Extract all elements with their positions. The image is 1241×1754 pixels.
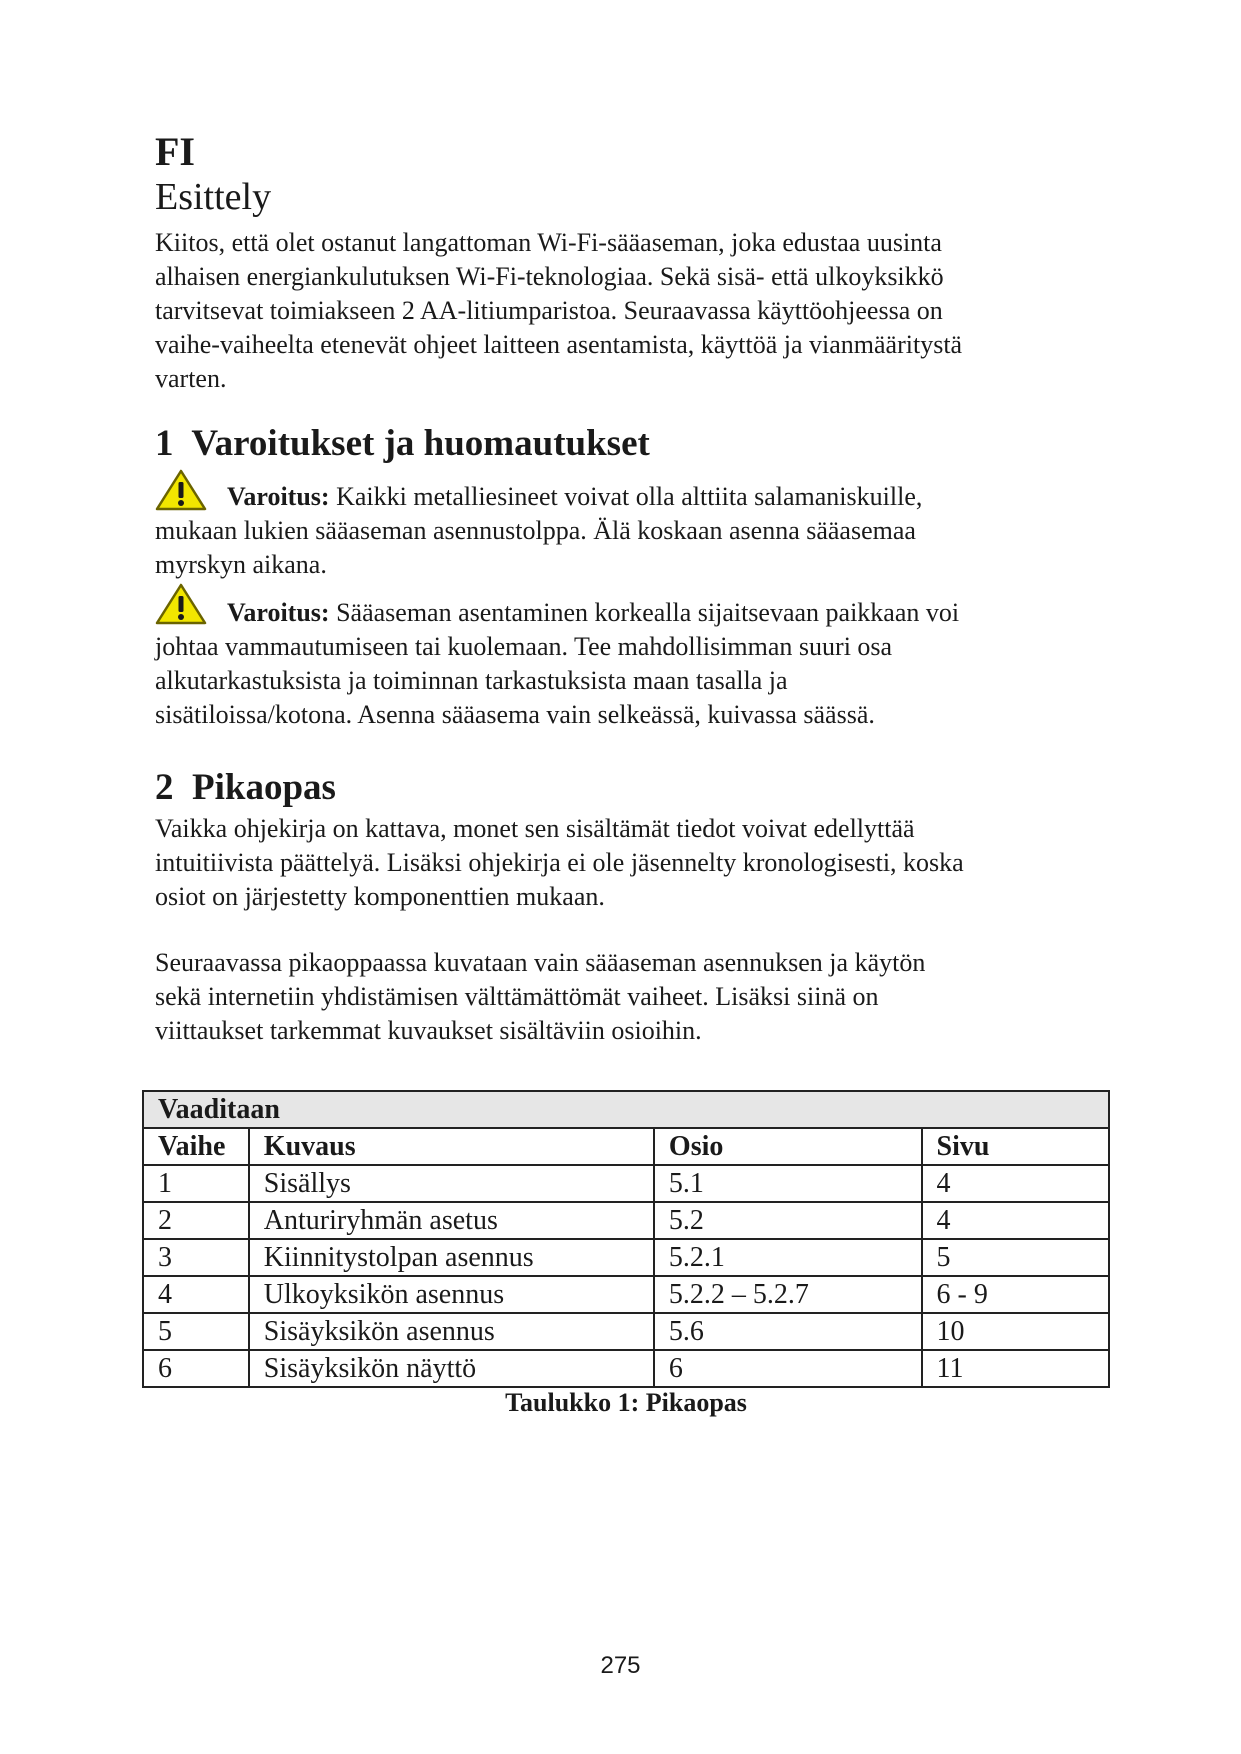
section2-line: sekä internetiin yhdistämisen välttämättömät vaiheet. Lisäksi siinä on xyxy=(155,982,879,1011)
warning-1-first-line xyxy=(155,480,1091,514)
table-cell: 6 - 9 xyxy=(922,1276,1109,1313)
warning-2-line: johtaa vammautumiseen tai kuolemaan. Tee mahdollisimman suuri osa xyxy=(155,632,893,661)
page-number: 275 xyxy=(600,1652,641,1679)
table-row xyxy=(143,1165,1109,1202)
section2-number: 2 xyxy=(155,767,174,808)
table-cell: 5.2.1 xyxy=(654,1239,922,1276)
column-header: Sivu xyxy=(922,1128,1109,1165)
table-row xyxy=(143,1313,1109,1350)
table-cell: Anturiryhmän asetus xyxy=(249,1202,654,1239)
table-cell: Sisällys xyxy=(249,1165,654,1202)
section2-line: viittaukset tarkemmat kuvaukset sisältäviin osioihin. xyxy=(155,1016,702,1045)
table-cell: 5.1 xyxy=(654,1165,922,1202)
quick-guide-table xyxy=(142,1090,1110,1388)
table-row xyxy=(143,1350,1109,1387)
table-cell: 4 xyxy=(143,1276,249,1313)
table-cell: 4 xyxy=(922,1202,1109,1239)
table-cell: Sisäyksikön näyttö xyxy=(249,1350,654,1387)
section2-heading xyxy=(155,766,336,810)
intro-line: Kiitos, että olet ostanut langattoman Wi-Fi-sääaseman, joka edustaa uusinta xyxy=(155,228,942,257)
language-code: FI xyxy=(155,129,195,174)
table-cell: 4 xyxy=(922,1165,1109,1202)
warning-2-line: sisätiloissa/kotona. Asenna sääasema vain selkeässä, kuivassa säässä. xyxy=(155,700,875,729)
table-cell: 3 xyxy=(143,1239,249,1276)
table-cell: Sisäyksikön asennus xyxy=(249,1313,654,1350)
section1-heading xyxy=(155,422,650,466)
column-header: Osio xyxy=(654,1128,922,1165)
table-cell: 1 xyxy=(143,1165,249,1202)
section2-paragraph-1 xyxy=(155,812,1091,914)
table-cell: 5.2 xyxy=(654,1202,922,1239)
table-row xyxy=(143,1239,1109,1276)
table-row xyxy=(143,1202,1109,1239)
table-cell: 2 xyxy=(143,1202,249,1239)
warning-1-label: Varoitus: xyxy=(227,482,330,511)
table-cell: Ulkoyksikön asennus xyxy=(249,1276,654,1313)
section1-number: 1 xyxy=(155,423,174,464)
table-cell: 5 xyxy=(143,1313,249,1350)
warning-1 xyxy=(155,480,1091,582)
warning-2-label: Varoitus: xyxy=(227,598,330,627)
warning-2-first-text: Sääaseman asentaminen korkealla sijaitsevaan paikkaan voi xyxy=(336,598,960,627)
intro-paragraph xyxy=(155,226,1091,396)
table-caption-row xyxy=(143,1091,1109,1128)
table-cell: 5.2.2 – 5.2.7 xyxy=(654,1276,922,1313)
warning-2-line: alkutarkastuksista ja toiminnan tarkastuksista maan tasalla ja xyxy=(155,666,788,695)
section2-paragraph-2 xyxy=(155,946,1091,1048)
warning-1-line: myrskyn aikana. xyxy=(155,550,327,579)
table-header-row xyxy=(143,1128,1109,1165)
table-cell: 11 xyxy=(922,1350,1109,1387)
table-caption-header: Vaaditaan xyxy=(143,1091,1109,1128)
warning-1-line: mukaan lukien sääaseman asennustolppa. Älä koskaan asenna sääasemaa xyxy=(155,516,916,545)
warning-2-first-line xyxy=(155,596,1091,630)
section2-line: intuitiivista päättelyä. Lisäksi ohjekirja ei ole jäsennelty kronologisesti, koska xyxy=(155,848,964,877)
section2-line: Seuraavassa pikaoppaassa kuvataan vain sääaseman asennuksen ja käytön xyxy=(155,948,926,977)
warning-2 xyxy=(155,596,1091,732)
intro-line: vaihe-vaiheelta etenevät ohjeet laitteen asentamista, käyttöä ja vianmääritystä xyxy=(155,330,963,359)
table-cell: 6 xyxy=(654,1350,922,1387)
section2-line: Vaikka ohjekirja on kattava, monet sen sisältämät tiedot voivat edellyttää xyxy=(155,814,915,843)
table-cell: 10 xyxy=(922,1313,1109,1350)
column-header: Vaihe xyxy=(143,1128,249,1165)
column-header: Kuvaus xyxy=(249,1128,654,1165)
table-cell: 6 xyxy=(143,1350,249,1387)
warning-1-first-text: Kaikki metalliesineet voivat olla alttiita salamaniskuille, xyxy=(336,482,923,511)
table-cell: 5.6 xyxy=(654,1313,922,1350)
intro-line: alhaisen energiankulutuksen Wi-Fi-teknologiaa. Sekä sisä- että ulkoyksikkö xyxy=(155,262,944,291)
table-caption: Taulukko 1: Pikaopas xyxy=(505,1388,747,1417)
section1-title: Varoitukset ja huomautukset xyxy=(191,423,650,464)
section2-title: Pikaopas xyxy=(192,767,336,808)
intro-title: Esittely xyxy=(155,176,272,218)
section2-line: osiot on järjestetty komponenttien mukaan. xyxy=(155,882,605,911)
intro-line: tarvitsevat toimiakseen 2 AA-litiumparistoa. Seuraavassa käyttöohjeessa on xyxy=(155,296,943,325)
table-cell: 5 xyxy=(922,1239,1109,1276)
table-cell: Kiinnitystolpan asennus xyxy=(249,1239,654,1276)
intro-line: varten. xyxy=(155,364,227,393)
table-row xyxy=(143,1276,1109,1313)
